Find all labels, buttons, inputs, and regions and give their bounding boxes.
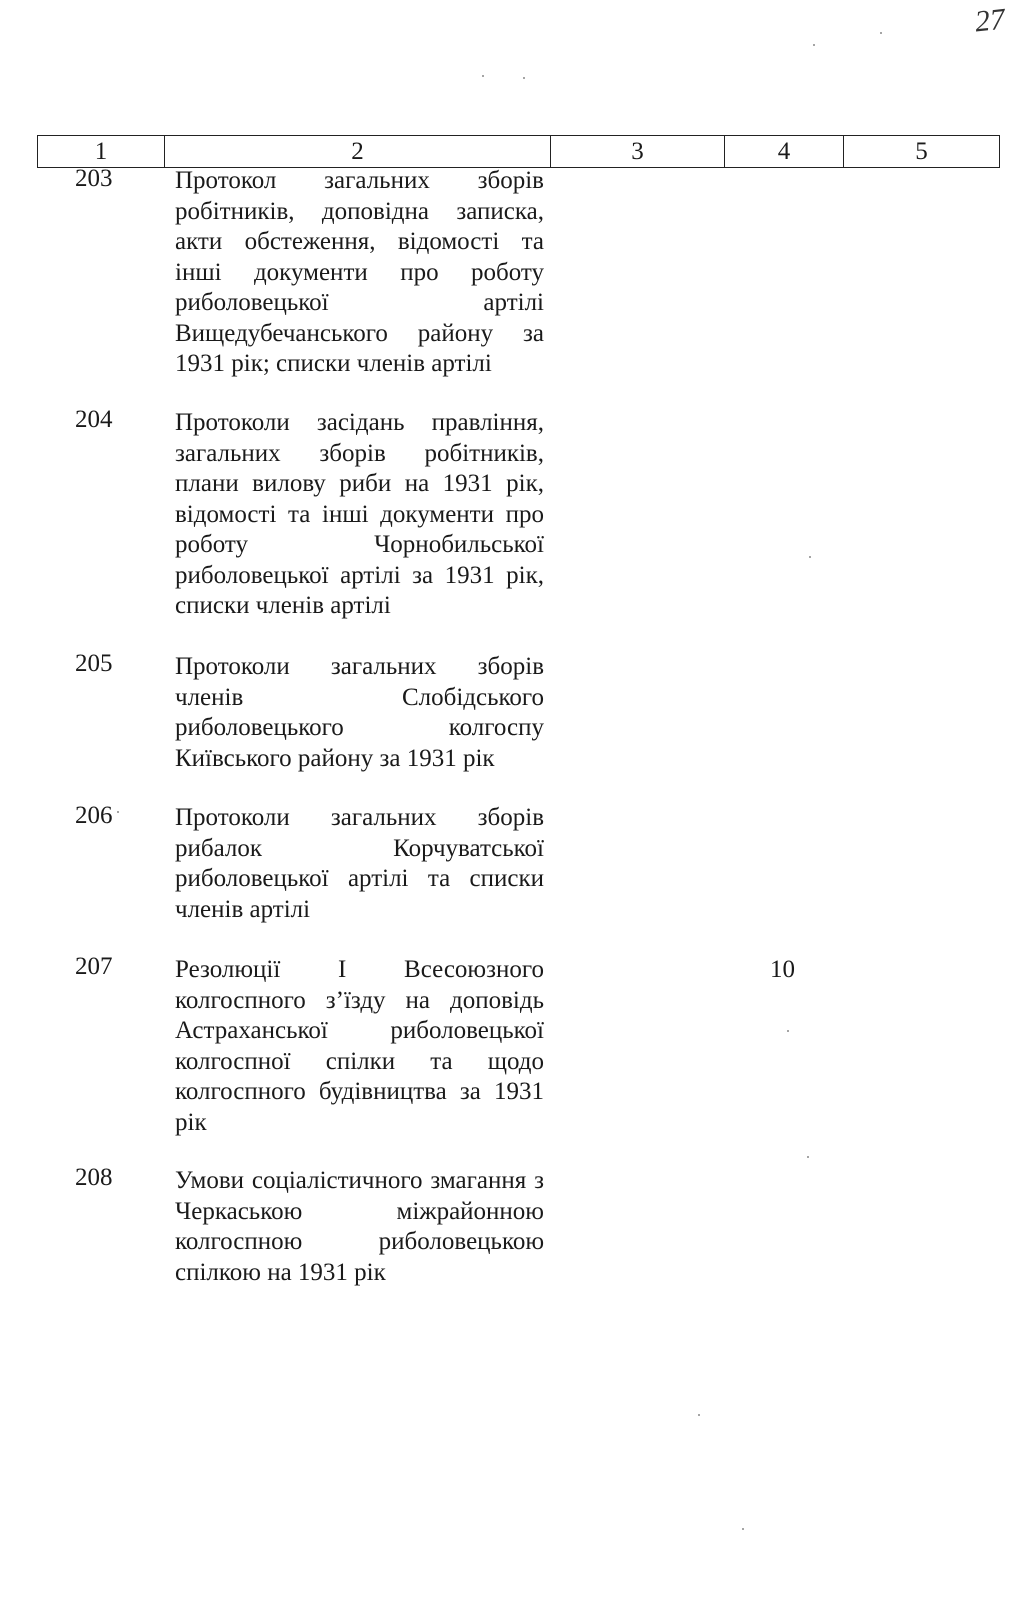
entry-description: Протокол загальних зборів робітників, доповідна записка, акти обстеження, відомості та інші документи про роботу риболовецької артілі Вищедубечанського району за 1931 рік; списки членів артілі: [175, 167, 544, 377]
scan-speck: [787, 1030, 789, 1032]
entry-description: Резолюції І Всесоюзного колгоспного з’їзду на доповідь Астраханської риболовецької колгоспної спілки та щодо колгоспного будівництва за 1931 рік: [175, 956, 544, 1136]
entry-number: 205: [75, 650, 113, 677]
column-header-5: 5: [844, 136, 1000, 168]
entry-description: Протоколи загальних зборів членів Слобідського риболовецького колгоспу Київського району за 1931 рік: [175, 653, 544, 772]
column-header-1: 1: [38, 136, 165, 168]
column-header-4: 4: [725, 136, 844, 168]
page-number: 27: [973, 2, 1007, 39]
scan-speck: [117, 811, 119, 813]
entry-number: 207: [75, 953, 113, 980]
entry-description: Умови соціалістичного змагання з Черкаською міжрайонною колгоспною риболовецькою спілкою на 1931 рік: [175, 1167, 544, 1286]
entry-column-4-value: 10: [770, 956, 795, 983]
column-header-row: [38, 136, 1000, 168]
entry-description: Протоколи засідань правління, загальних зборів робітників, плани вилову риби на 1931 рік, відомості та інші документи про роботу Чорнобильської риболовецької артілі за 1931 рік, списки членів артілі: [175, 409, 544, 619]
entry-number: 208: [75, 1164, 113, 1191]
scan-speck: [523, 77, 525, 79]
scan-speck: [742, 1528, 744, 1530]
column-header-3: 3: [551, 136, 725, 168]
scan-speck: [809, 556, 811, 558]
scan-speck: [880, 32, 882, 34]
scan-speck: [482, 75, 484, 77]
column-header-table: [37, 135, 1000, 168]
scan-speck: [813, 44, 815, 46]
entry-description: Протоколи загальних зборів рибалок Корчуватської риболовецької артілі та списки членів артілі: [175, 804, 544, 923]
scan-speck: [698, 1414, 700, 1416]
entry-number: 206: [75, 802, 113, 829]
column-header-2: 2: [165, 136, 551, 168]
scan-speck: [807, 1156, 809, 1158]
entry-number: 204: [75, 406, 113, 433]
entry-number: 203: [75, 165, 113, 192]
